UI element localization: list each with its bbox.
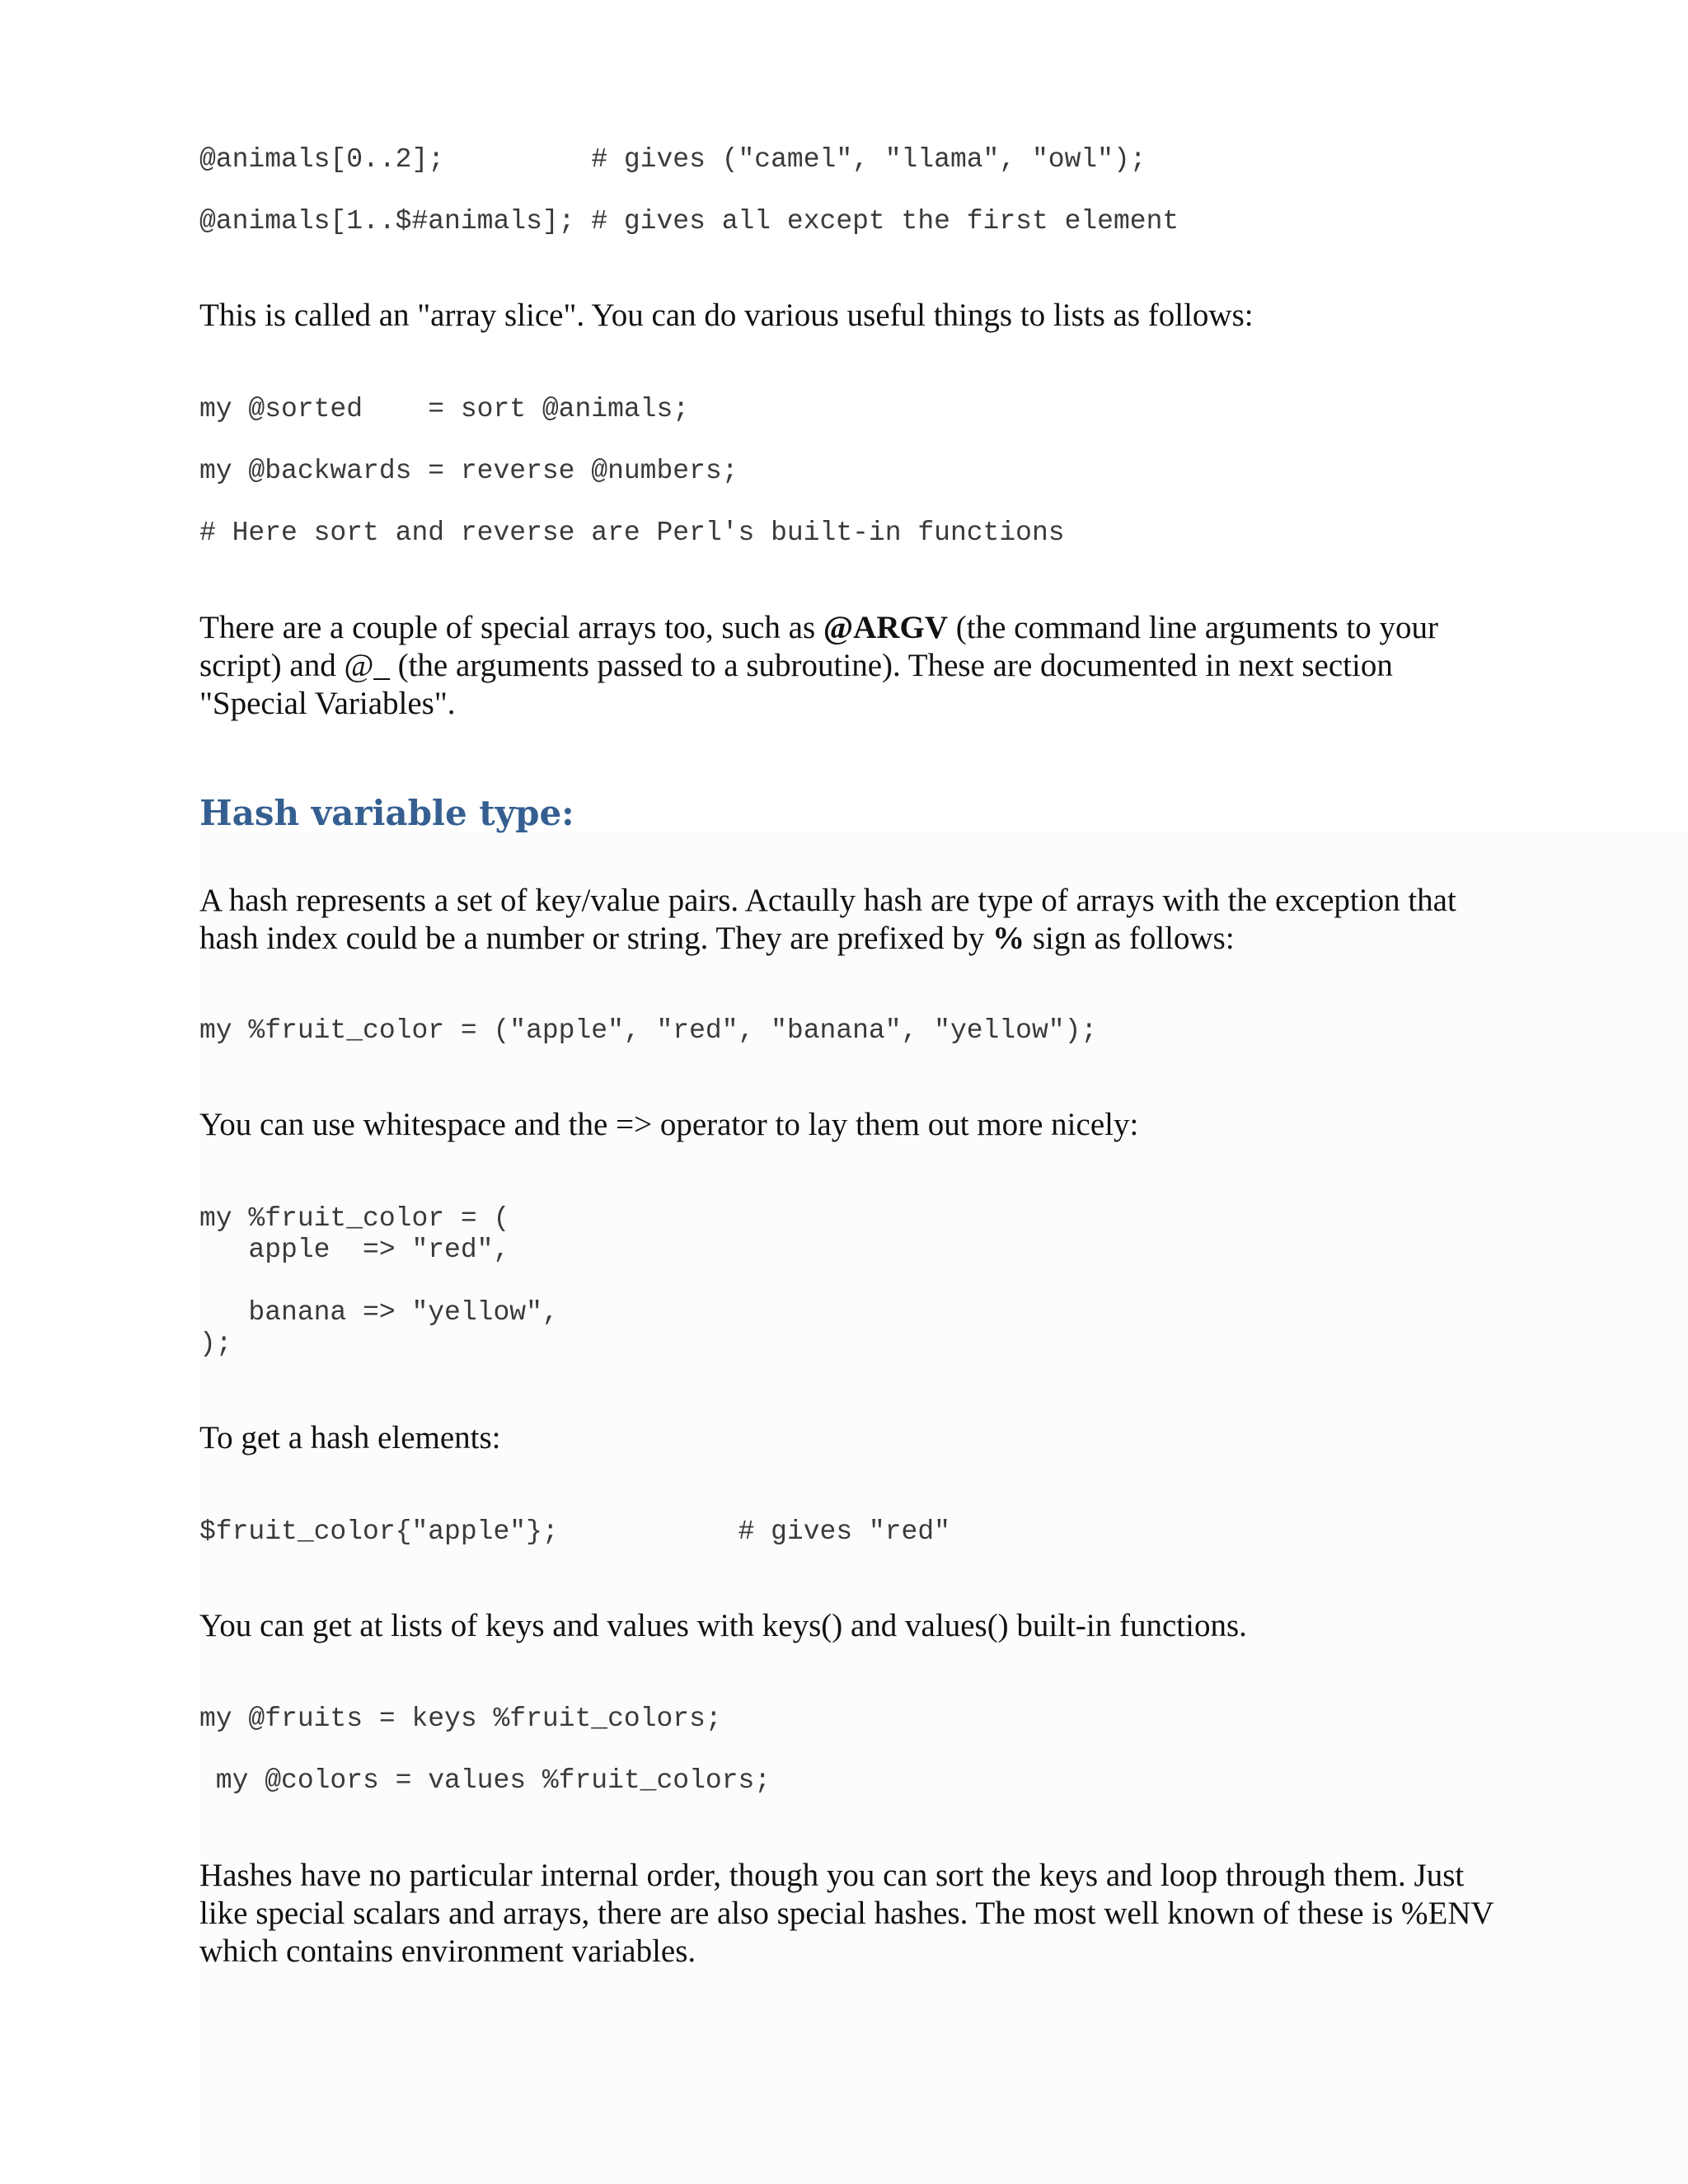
paragraph-get-element: To get a hash elements: bbox=[199, 1420, 501, 1455]
code-line-array-slice-1: @animals[0..2]; # gives ("camel", "llama", "owl"); bbox=[199, 144, 1146, 175]
code-line-hash-access: $fruit_color{"apple"}; # gives "red" bbox=[199, 1516, 950, 1547]
para3-text-start: A hash represents a set of key/value pairs. Actaully hash are type of arrays with the exception that hash index could be a number or string. They are prefixed by bbox=[199, 883, 1456, 956]
paragraph-hash-intro bbox=[199, 882, 1502, 958]
paragraph-hash-order: Hashes have no particular internal order, though you can sort the keys and loop through them. Just like special scalars and arrays, there are also special hashes. The most well known of these is %ENV which contains environment variables. bbox=[199, 1858, 1493, 1969]
argv-keyword: @ARGV bbox=[823, 610, 949, 645]
code-line-hash-open: my %fruit_color = ( bbox=[199, 1203, 510, 1234]
section-heading-hash: Hash variable type: bbox=[199, 793, 574, 833]
percent-sign: % bbox=[992, 921, 1025, 956]
code-line-hash-banana: banana => "yellow", bbox=[199, 1297, 559, 1328]
code-line-hash-close: ); bbox=[199, 1329, 232, 1359]
paragraph-special-arrays bbox=[199, 609, 1502, 723]
para2-text-start: There are a couple of special arrays too, such as bbox=[199, 610, 823, 645]
para2-text-end: (the command line arguments to your script) and @_ (the arguments passed to a subroutine). These are documented in next section "Special Variables". bbox=[199, 610, 1438, 721]
para3-text-end: sign as follows: bbox=[1025, 921, 1235, 956]
paragraph-array-slice: This is called an "array slice". You can do various useful things to lists as follows: bbox=[199, 298, 1254, 333]
code-line-keys: my @fruits = keys %fruit_colors; bbox=[199, 1704, 722, 1734]
paragraph-whitespace: You can use whitespace and the => operator to lay them out more nicely: bbox=[199, 1107, 1139, 1142]
code-line-reverse: my @backwards = reverse @numbers; bbox=[199, 456, 738, 486]
code-line-array-slice-2: @animals[1..$#animals]; # gives all except the first element bbox=[199, 206, 1179, 237]
code-line-comment: # Here sort and reverse are Perl's built-in functions bbox=[199, 518, 1065, 548]
code-line-hash-assign: my %fruit_color = ("apple", "red", "banana", "yellow"); bbox=[199, 1015, 1098, 1046]
paragraph-keys-values: You can get at lists of keys and values with keys() and values() built-in functions. bbox=[199, 1608, 1247, 1643]
code-line-values: my @colors = values %fruit_colors; bbox=[199, 1765, 771, 1796]
code-line-hash-apple: apple => "red", bbox=[199, 1235, 510, 1265]
code-line-sort: my @sorted = sort @animals; bbox=[199, 394, 690, 424]
